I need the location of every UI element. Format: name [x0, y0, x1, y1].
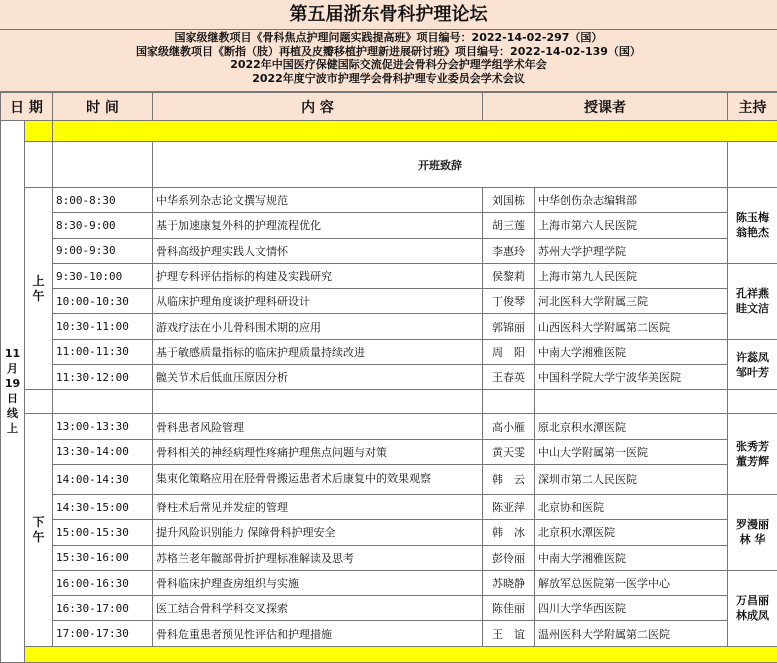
break-row [1, 390, 777, 414]
lecturer-org: 苏州大学护理学院 [535, 238, 728, 263]
session-time: 11:30-12:00 [53, 365, 153, 390]
session-row [1, 213, 777, 238]
session-time: 14:30-15:00 [53, 494, 153, 519]
blank-cell [728, 142, 777, 188]
lecturer-name: 陈佳丽 [483, 596, 535, 621]
lecturer-org: 中南大学湘雅医院 [535, 545, 728, 570]
session-topic: 基于加速康复外科的护理流程优化 [153, 213, 483, 238]
session-row [1, 520, 777, 545]
session-row [1, 439, 777, 464]
schedule-body [1, 121, 777, 663]
session-topic: 苏格兰老年髋部骨折护理标准解读及思考 [153, 545, 483, 570]
session-host: 孔祥燕 眭文洁 [728, 263, 777, 339]
session-row [1, 464, 777, 494]
project-info [0, 30, 777, 92]
blank-cell [483, 390, 535, 414]
session-topic: 骨科患者风险管理 [153, 414, 483, 439]
lecturer-org: 四川大学华西医院 [535, 596, 728, 621]
lecturer-name: 高小雁 [483, 414, 535, 439]
lecturer-name: 周 阳 [483, 339, 535, 364]
session-time: 8:30-9:00 [53, 213, 153, 238]
session-time: 17:00-17:30 [53, 621, 153, 646]
session-time: 16:30-17:00 [53, 596, 153, 621]
footer-strip [25, 646, 777, 662]
session-time: 15:30-16:00 [53, 545, 153, 570]
session-row [1, 314, 777, 339]
lecturer-org: 原北京积水潭医院 [535, 414, 728, 439]
schedule-table [0, 92, 777, 663]
session-host: 许蕊凤 邹叶芳 [728, 339, 777, 390]
lecturer-name: 李惠玲 [483, 238, 535, 263]
blank-cell [25, 142, 53, 188]
session-row [1, 494, 777, 519]
lecturer-org: 中山大学附属第一医院 [535, 439, 728, 464]
lecturer-name: 胡三莲 [483, 213, 535, 238]
lecturer-org: 中华创伤杂志编辑部 [535, 188, 728, 213]
session-topic: 中华系列杂志论文撰写规范 [153, 188, 483, 213]
session-time: 8:00-8:30 [53, 188, 153, 213]
lecturer-name: 韩 冰 [483, 520, 535, 545]
lecturer-org: 中南大学湘雅医院 [535, 339, 728, 364]
project-line-4: 2022年度宁波市护理学会骨科护理专业委员会学术会议 [0, 72, 777, 86]
session-time: 9:00-9:30 [53, 238, 153, 263]
lecturer-name: 王春英 [483, 365, 535, 390]
session-topic: 骨科危重患者预见性评估和护理措施 [153, 621, 483, 646]
opening-text: 开班致辞 [153, 142, 728, 188]
project-line-3: 2022年中国医疗保健国际交流促进会骨科分会护理学组学术年会 [0, 58, 777, 72]
lecturer-name: 郭锦丽 [483, 314, 535, 339]
blank-cell [25, 390, 53, 414]
lecturer-org: 北京积水潭医院 [535, 520, 728, 545]
session-topic: 髋关节术后低血压原因分析 [153, 365, 483, 390]
lecturer-org: 河北医科大学附属三院 [535, 289, 728, 314]
session-time: 13:30-14:00 [53, 439, 153, 464]
session-host: 万昌丽 林成凤 [728, 570, 777, 646]
session-row [1, 621, 777, 646]
session-row [1, 545, 777, 570]
session-row [1, 339, 777, 364]
header-row [1, 93, 777, 121]
col-lecturer: 授课者 [483, 93, 728, 121]
blank-cell [728, 390, 777, 414]
lecturer-name: 丁俊琴 [483, 289, 535, 314]
session-time: 16:00-16:30 [53, 570, 153, 595]
session-time: 13:00-13:30 [53, 414, 153, 439]
session-host: 罗漫丽 林 华 [728, 494, 777, 570]
lecturer-name: 刘国栋 [483, 188, 535, 213]
date-cell: 11月19日线上 [1, 121, 25, 663]
session-row [1, 596, 777, 621]
session-row [1, 289, 777, 314]
session-row [1, 570, 777, 595]
session-topic: 脊柱术后常见并发症的管理 [153, 494, 483, 519]
highlight-row [1, 121, 777, 142]
am-label: 上午 [25, 188, 53, 390]
session-row [1, 238, 777, 263]
session-time: 9:30-10:00 [53, 263, 153, 288]
lecturer-org: 深圳市第二人民医院 [535, 464, 728, 494]
pm-label: 下午 [25, 414, 53, 646]
blank-cell [53, 390, 153, 414]
lecturer-name: 王 谊 [483, 621, 535, 646]
lecturer-org: 温州医科大学附属第二医院 [535, 621, 728, 646]
session-topic: 集束化策略应用在胫骨骨搬运患者术后康复中的效果观察 [153, 464, 483, 494]
session-topic: 游戏疗法在小儿骨科围术期的应用 [153, 314, 483, 339]
lecturer-org: 解放军总医院第一医学中心 [535, 570, 728, 595]
opening-row [1, 142, 777, 188]
session-topic: 从临床护理角度谈护理科研设计 [153, 289, 483, 314]
session-row [1, 414, 777, 439]
project-line-2: 国家级继教项目《断指（肢）再植及皮瓣移植护理新进展研讨班》项目编号：2022-14-02-139（国） [0, 45, 777, 59]
footer-band [1, 646, 777, 662]
session-time: 10:30-11:00 [53, 314, 153, 339]
session-host: 陈玉梅 翁艳杰 [728, 188, 777, 264]
session-topic: 护理专科评估指标的构建及实践研究 [153, 263, 483, 288]
session-topic: 基于敏感质量指标的临床护理质量持续改进 [153, 339, 483, 364]
lecturer-org: 上海市第九人民医院 [535, 263, 728, 288]
page-title: 第五届浙东骨科护理论坛 [0, 0, 777, 30]
session-time: 15:00-15:30 [53, 520, 153, 545]
blank-cell [53, 142, 153, 188]
lecturer-name: 苏晓静 [483, 570, 535, 595]
session-topic: 医工结合骨科学科交叉探索 [153, 596, 483, 621]
session-time: 14:00-14:30 [53, 464, 153, 494]
highlight-band [53, 121, 777, 142]
lecturer-org: 上海市第六人民医院 [535, 213, 728, 238]
col-host: 主持 [728, 93, 777, 121]
col-time: 时 间 [53, 93, 153, 121]
blank-cell [535, 390, 728, 414]
col-date: 日 期 [1, 93, 53, 121]
session-topic: 提升风险识别能力 保障骨科护理安全 [153, 520, 483, 545]
lecturer-name: 陈亚萍 [483, 494, 535, 519]
session-topic: 骨科高级护理实践人文情怀 [153, 238, 483, 263]
lecturer-name: 韩 云 [483, 464, 535, 494]
lecturer-name: 彭伶丽 [483, 545, 535, 570]
session-row [1, 365, 777, 390]
session-row [1, 188, 777, 213]
session-time: 10:00-10:30 [53, 289, 153, 314]
lecturer-org: 山西医科大学附属第二医院 [535, 314, 728, 339]
session-host: 张秀芳 董芳辉 [728, 414, 777, 495]
session-topic: 骨科相关的神经病理性疼痛护理焦点问题与对策 [153, 439, 483, 464]
col-content: 内 容 [153, 93, 483, 121]
blank-cell [25, 121, 53, 142]
project-line-1: 国家级继教项目《骨科焦点护理问题实践提高班》项目编号：2022-14-02-297（国） [0, 31, 777, 45]
lecturer-name: 黄天雯 [483, 439, 535, 464]
lecturer-name: 侯黎莉 [483, 263, 535, 288]
session-row [1, 263, 777, 288]
session-topic: 骨科临床护理查房组织与实施 [153, 570, 483, 595]
session-time: 11:00-11:30 [53, 339, 153, 364]
lecturer-org: 北京协和医院 [535, 494, 728, 519]
lecturer-org: 中国科学院大学宁波华美医院 [535, 365, 728, 390]
blank-cell [153, 390, 483, 414]
